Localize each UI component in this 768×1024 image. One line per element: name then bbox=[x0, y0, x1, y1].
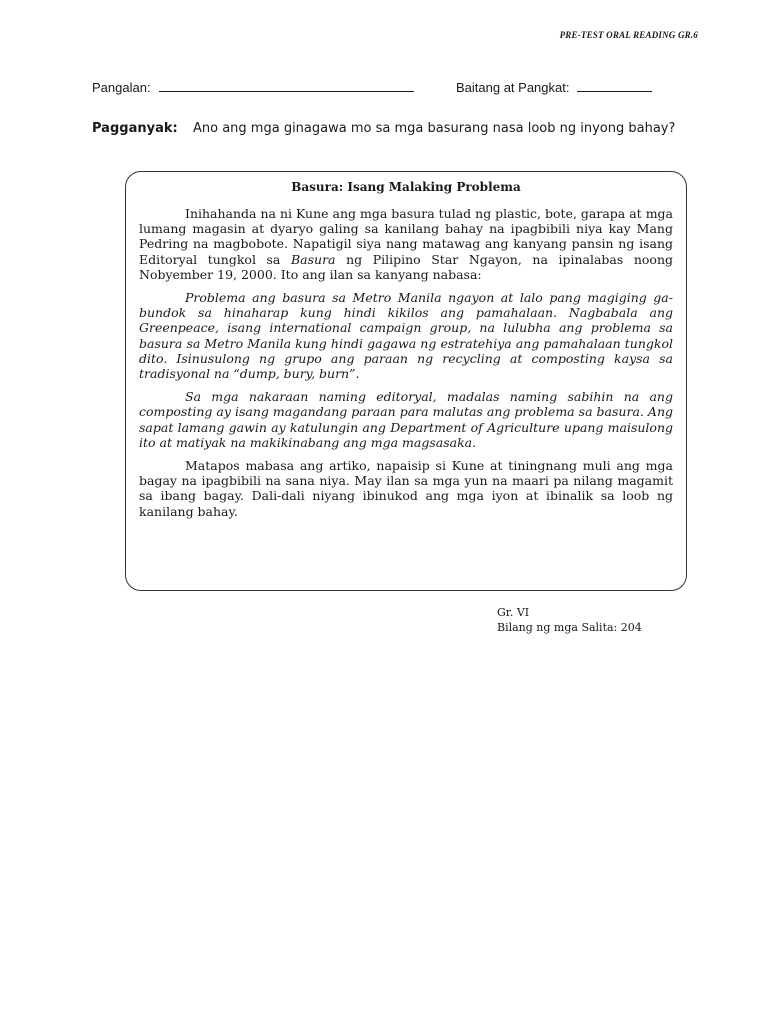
grade-level-text: Gr. VI bbox=[497, 606, 530, 619]
grade-section-label: Baitang at Pangkat: bbox=[456, 80, 570, 95]
name-blank-line bbox=[159, 80, 414, 92]
reading-passage-box bbox=[125, 171, 687, 591]
passage-title: Basura: Isang Malaking Problema bbox=[291, 180, 521, 194]
grade-section-blank-line bbox=[577, 80, 652, 92]
paragraph-1-italic-term: Basura bbox=[290, 251, 336, 267]
document-header-tag: PRE-TEST ORAL READING GR.6 bbox=[559, 30, 698, 40]
paragraph-1-text-b: ng Pilipino Star Ngayon, na ipinalabas noong Nobyember 19, 2000. Ito ang ilan sa kanyang nabasa: bbox=[139, 251, 674, 282]
passage-quote-paragraph-2: Sa mga nakaraan naming editoryal, madalas naming sabihin na ang composting ay isang magandang paraan para malutas ang problema sa basura. Ang sapat lamang gawin ay katulungin ang Department of Agriculture upang maisulong ito at matiyak na makikinabang ang mga magsasaka. bbox=[139, 389, 673, 450]
passage-quote-paragraph-1: Problema ang basura sa Metro Manila ngayon at lalo pang magiging ga-bundok sa hinaharap kung hindi kikilos ang pamahalaan. Nagbabala ang Greenpeace, isang international campaign group, na lulubha ang problema sa basura sa Metro Manila kung hindi gagawa ng estratehiya ang pamahalaan tungkol dito. Isinusulong ng grupo ang paraan ng recycling at composting kaysa sa tradisyonal na “dump, bury, burn”. bbox=[139, 290, 673, 382]
name-label: Pangalan: bbox=[92, 80, 151, 95]
paragraph-1-text-a: Inihahanda na ni Kune ang mga basura tulad ng plastic, bote, garapa at mga lumang magasin at dyaryo galing sa kanilang bahay na ipagbibili niya kay Mang Pedring na magbobote. Napatigil siya nang matawag ang kanyang pansin ng isang Editoryal tungkol sa bbox=[139, 206, 673, 267]
passage-paragraph-4: Matapos mabasa ang artiko, napaisip si Kune at tiningnang muli ang mga bagay na ipagbibili na sana niya. May ilan sa mga yun na maari pa nilang magamit sa ibang bagay. Dali-dali niyang ibinukod ang mga iyon at ibinalik sa loob ng kanilang bahay. bbox=[139, 458, 673, 519]
name-field bbox=[92, 80, 414, 95]
word-count-text: Bilang ng mga Salita: 204 bbox=[497, 621, 642, 634]
motivation-label: Pagganyak: bbox=[92, 121, 178, 136]
passage-paragraph-1 bbox=[139, 206, 673, 282]
grade-section-field bbox=[456, 80, 652, 95]
passage-info bbox=[497, 605, 642, 635]
motivation-question: Ano ang mga ginagawa mo sa mga basurang nasa loob ng inyong bahay? bbox=[193, 121, 676, 136]
